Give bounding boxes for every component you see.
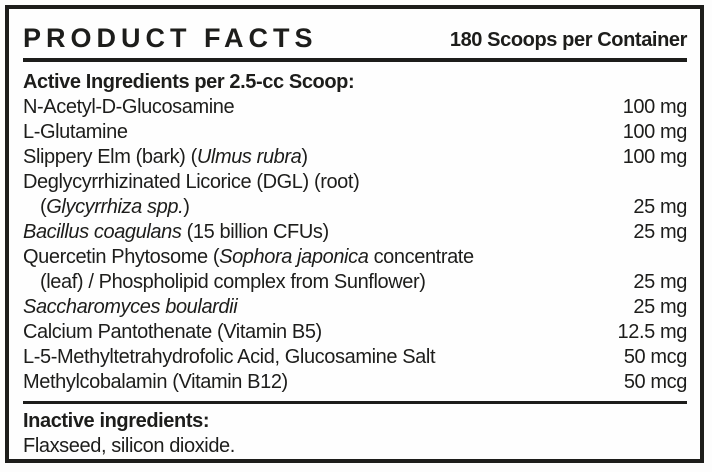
- ingredient-amount: 100 mg: [622, 146, 687, 168]
- ingredient-row: [23, 195, 687, 220]
- ingredient-name: [23, 345, 435, 370]
- label-box: [5, 5, 704, 463]
- ingredient-row: [23, 95, 687, 120]
- ingredient-row: [23, 245, 687, 270]
- ingredient-row: [23, 220, 687, 245]
- ingredient-amount: 25 mg: [633, 196, 687, 218]
- ingredient-list: [23, 95, 687, 395]
- inactive-ingredients-text: Flaxseed, silicon dioxide.: [23, 435, 235, 457]
- ingredient-name-segment: Bacillus coagulans: [23, 221, 182, 243]
- ingredient-name-segment: Calcium Pantothenate (Vitamin B5): [23, 321, 322, 343]
- ingredient-name-segment: (leaf) / Phospholipid complex from Sunflower): [40, 271, 426, 293]
- ingredient-name: [23, 220, 329, 245]
- ingredient-row: [23, 345, 687, 370]
- ingredient-name-segment: Saccharomyces boulardii: [23, 296, 238, 318]
- ingredient-name-segment: ): [301, 146, 308, 168]
- header-rule: [23, 58, 687, 62]
- ingredient-name-segment: Ulmus rubra: [196, 146, 302, 168]
- ingredient-name-segment: N-Acetyl-D-Glucosamine: [23, 96, 235, 118]
- ingredient-name-segment: ): [183, 196, 190, 218]
- active-ingredients-header: Active Ingredients per 2.5-cc Scoop:: [23, 71, 355, 93]
- ingredient-row: [23, 270, 687, 295]
- label-header: [23, 17, 687, 52]
- ingredient-row: [23, 320, 687, 345]
- ingredient-row: [23, 170, 687, 195]
- ingredient-amount: 100 mg: [622, 121, 687, 143]
- ingredient-name: [23, 245, 474, 270]
- ingredient-name: [23, 95, 234, 120]
- ingredient-row: [23, 295, 687, 320]
- ingredient-name-segment: (: [40, 196, 47, 218]
- ingredient-amount: 50 mcg: [623, 346, 687, 368]
- servings-per-container: 180 Scoops per Container: [449, 29, 687, 51]
- ingredient-name-segment: (15 billion CFUs): [181, 221, 329, 243]
- ingredient-name: [23, 320, 322, 345]
- ingredient-amount: 25 mg: [633, 221, 687, 243]
- ingredient-row: [23, 145, 687, 170]
- ingredient-name-segment: concentrate: [368, 246, 474, 268]
- ingredient-amount: 100 mg: [622, 96, 687, 118]
- ingredient-name-segment: Slippery Elm (bark) (: [23, 146, 197, 168]
- ingredient-amount: 25 mg: [633, 271, 687, 293]
- ingredient-name: [23, 195, 190, 220]
- ingredient-name: [23, 170, 359, 195]
- ingredient-name-segment: Sophora japonica: [219, 246, 369, 268]
- ingredient-name-segment: Quercetin Phytosome (: [23, 246, 220, 268]
- ingredient-name: [23, 370, 288, 395]
- ingredient-name-segment: L-5-Methyltetrahydrofolic Acid, Glucosamine Salt: [23, 346, 436, 368]
- ingredient-name: [23, 120, 128, 145]
- ingredient-name-segment: L-Glutamine: [23, 121, 128, 143]
- ingredient-name: [23, 145, 308, 170]
- ingredient-row: [23, 370, 687, 395]
- label-title: PRODUCT FACTS: [23, 23, 318, 53]
- ingredient-row: [23, 120, 687, 145]
- ingredient-name: [23, 270, 426, 295]
- ingredient-name-segment: Glycyrrhiza spp.: [46, 196, 184, 218]
- ingredient-name-segment: Deglycyrrhizinated Licorice (DGL) (root): [23, 171, 360, 193]
- ingredient-name: [23, 295, 237, 320]
- ingredient-amount: 12.5 mg: [617, 321, 687, 343]
- ingredient-amount: 25 mg: [633, 296, 687, 318]
- inactive-section-rule: [23, 401, 687, 404]
- ingredient-name-segment: Methylcobalamin (Vitamin B12): [23, 371, 288, 393]
- inactive-ingredients-header: Inactive ingredients:: [23, 410, 210, 432]
- ingredient-amount: 50 mcg: [623, 371, 687, 393]
